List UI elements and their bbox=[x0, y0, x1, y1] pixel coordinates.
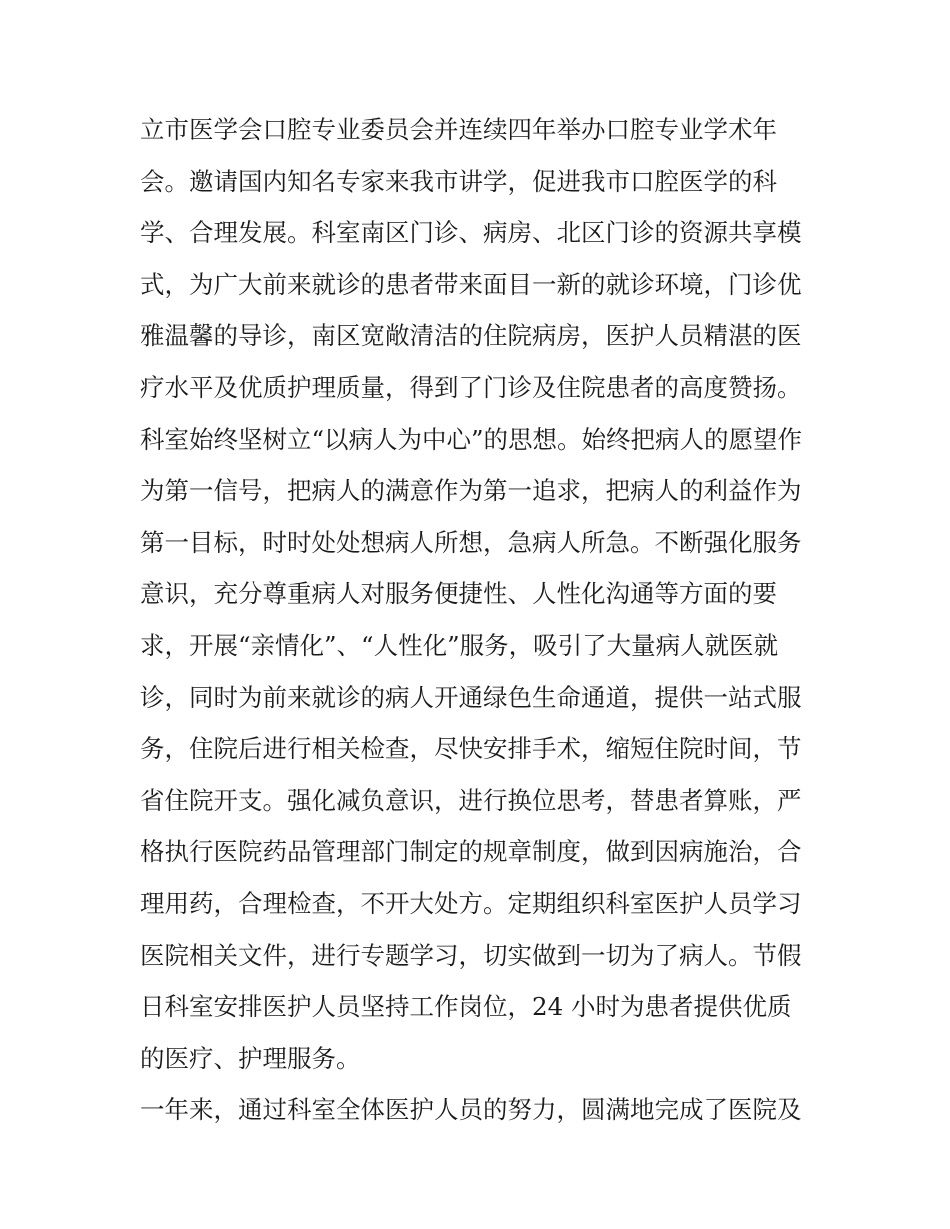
text-line: 式，为广大前来就诊的患者带来面目一新的就诊环境，门诊优 bbox=[140, 269, 802, 299]
text-line: 疗水平及优质护理质量，得到了门诊及住院患者的高度赞扬。 bbox=[140, 372, 802, 402]
text-line: 求，开展“亲情化”、“人性化”服务，吸引了大量病人就医就 bbox=[140, 630, 779, 660]
text-line: 意识，充分尊重病人对服务便捷性、人性化沟通等方面的要 bbox=[140, 579, 777, 609]
text-line: 学、合理发展。科室南区门诊、病房、北区门诊的资源共享模 bbox=[140, 218, 802, 248]
text-line: 医院相关文件，进行专题学习，切实做到一切为了病人。节假 bbox=[140, 940, 802, 970]
text-line: 立市医学会口腔专业委员会并连续四年举办口腔专业学术年 bbox=[140, 115, 777, 144]
text-line: 为第一信号，把病人的满意作为第一追求，把病人的利益作为 bbox=[140, 476, 802, 506]
text-line: 雅温馨的导诊，南区宽敞清洁的住院病房，医护人员精湛的医 bbox=[140, 321, 802, 351]
text-line: 第一目标，时时处处想病人所想，急病人所急。不断强化服务 bbox=[140, 527, 802, 557]
text-line: 务，住院后进行相关检查，尽快安排手术，缩短住院时间，节 bbox=[140, 734, 802, 764]
text-line: 一年来，通过科室全体医护人员的努力，圆满地完成了医院及 bbox=[140, 1095, 802, 1125]
text-line: 会。邀请国内知名专家来我市讲学，促进我市口腔医学的科 bbox=[140, 166, 777, 196]
text-line: 的医疗、护理服务。 bbox=[140, 1043, 361, 1073]
text-line: 省住院开支。强化减负意识，进行换位思考，替患者算账，严 bbox=[140, 785, 802, 815]
text-line: 诊，同时为前来就诊的病人开通绿色生命通道，提供一站式服 bbox=[140, 682, 802, 712]
text-line: 理用药，合理检查，不开大处方。定期组织科室医护人员学习 bbox=[140, 888, 802, 918]
text-line: 格执行医院药品管理部门制定的规章制度，做到因病施治，合 bbox=[140, 837, 802, 867]
text-line: 日科室安排医护人员坚持工作岗位，24 小时为患者提供优质 bbox=[140, 992, 792, 1022]
body-text bbox=[140, 108, 820, 1140]
text-line: 科室始终坚树立“以病人为中心”的思想。始终把病人的愿望作 bbox=[140, 424, 803, 454]
